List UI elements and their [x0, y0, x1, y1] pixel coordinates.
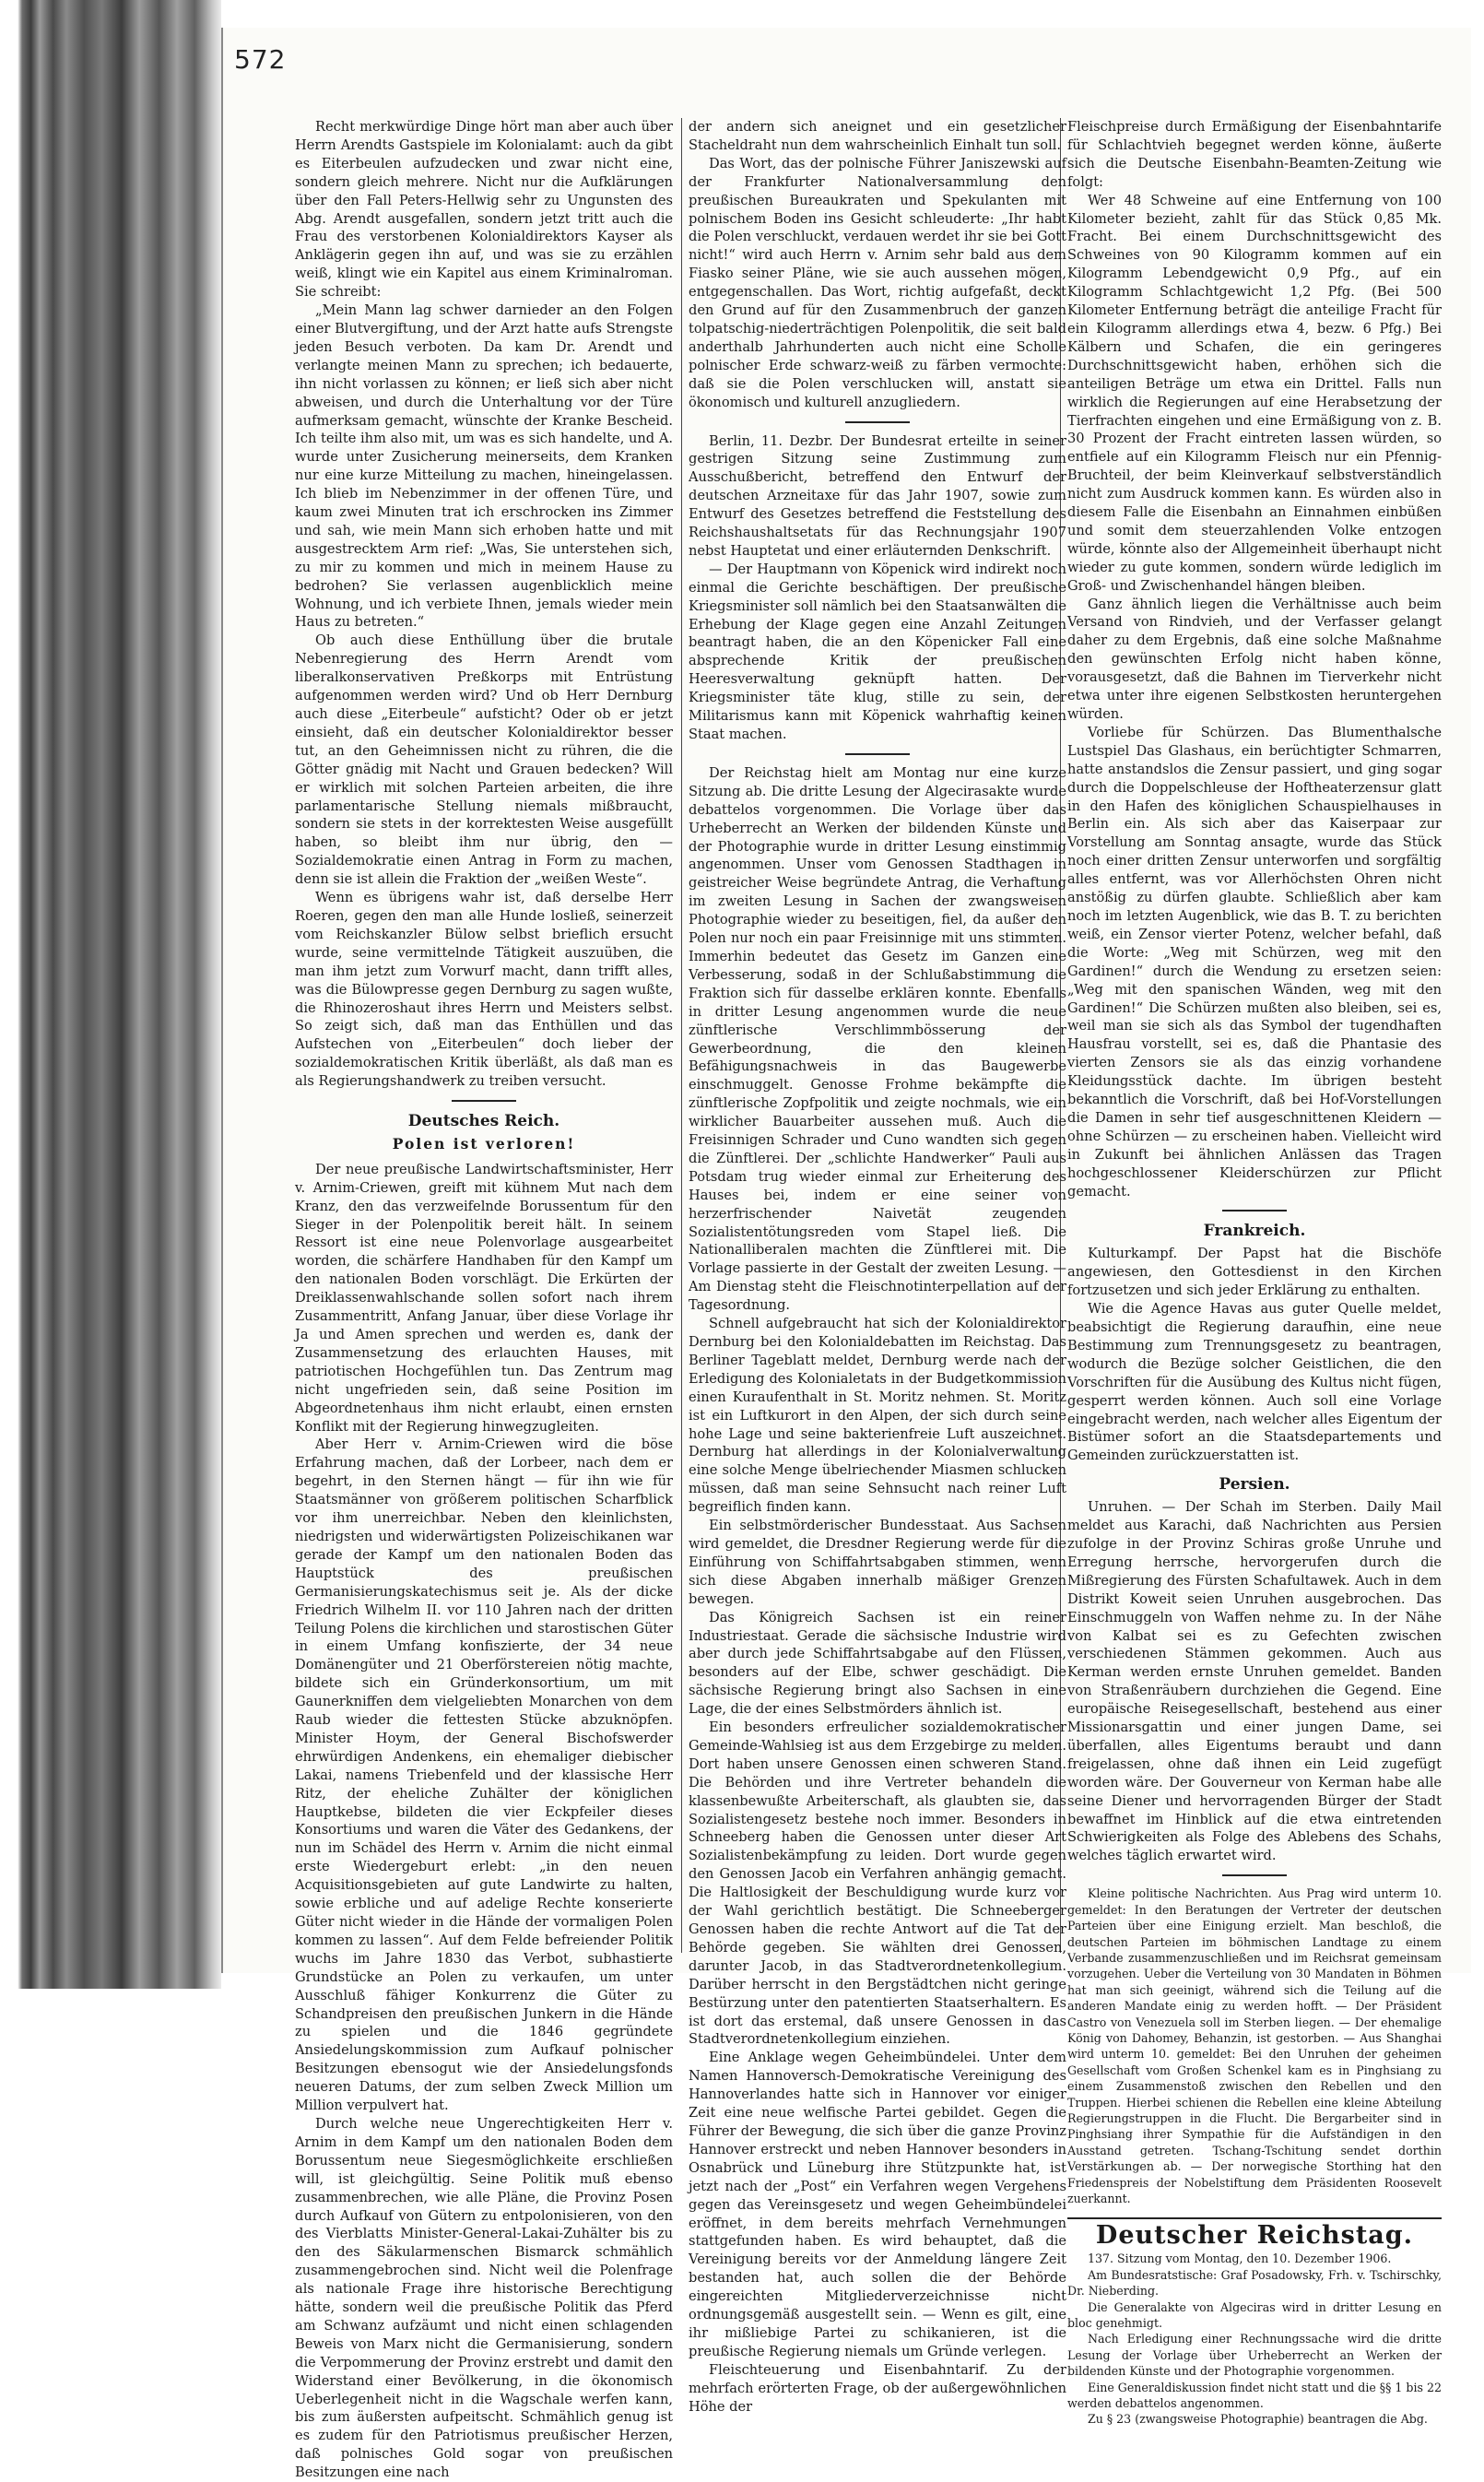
paragraph: — Der Hauptmann von Köpenick wird indirekt noch einmal die Gerichte beschäftigen. Der preußische Kriegsminister soll nämlich bei den Staatsanwälten die Erhebung der Klage gegen eine Anzahl Zeitungen beantragt haben, die an den Köpenicker Fall eine absprechende Kritik der preußischen Heeresverwaltung geknüpft hatten. Der Kriegsminister täte klug, stille zu sein, der Militarismus kann mit Köpenick wahrhaftig keinen Staat machen. [689, 561, 1066, 742]
paragraph: Am Bundesratstische: Graf Posadowsky, Frh. v. Tschirschky, Dr. Nieberding. [1067, 2267, 1442, 2299]
paragraph: Ein besonders erfreulicher sozialdemokratischer Gemeinde-Wahlsieg ist aus dem Erzgebirge zu melden. Dort haben unsere Genossen einen schweren Stand. Die Behörden und ihre Vertreter behandeln die klassenbewußte Arbeiterschaft, als glaubten sie, das Sozialistengesetz bestehe noch immer. Besonders in Schneeberg haben die Genossen unter dieser Art Sozialistenbekämpfung zu leiden. Dort wurde gegen den Genossen Jacob ein Verfahren anhängig gemacht. Die Haltlosigkeit der Beschuldigung wurde kurz vor der Wahl gerichtlich bestätigt. Die Schneeberger Genossen haben die rechte Antwort auf die Tat der Behörde gegeben. Sie wählten drei Genossen, darunter Jacob, in das Stadtverordnetenkollegium. Darüber herrscht in den Bergstädtchen nicht geringe Bestürzung unter den patentierten Staatserhaltern. Es ist dort das erstemal, daß unsere Genossen in das Stadtverordnetenkollegium einziehen. [689, 1720, 1066, 2048]
paragraph: Zu § 23 (zwangsweise Photographie) beantragen die Abg. [1088, 2412, 1428, 2427]
paragraph: Kleine politische Nachrichten. Aus Prag wird unterm 10. gemeldet: In den Beratungen der Vertreter der deutschen Parteien über eine Einigung erzielt. Man beschloß, die deutschen Parteien im böhmischen Landtage zu einem Verbande zusammenzuschließen und im Reichsrat gemeinsam vorzugehen. Ueber die Verteilung von 30 Mandaten in Böhmen hat man sich geeinigt, während sich die Teilung auf die anderen Mandate einig zu werden hofft. — Der Präsident Castro von Venezuela soll im Sterben liegen. — Der ehemalige König von Dahomey, Behanzin, ist gestorben. — Aus Shanghai wird unterm 10. gemeldet: Bei den Unruhen der geheimen Gesellschaft vom Großen Schenkel kam es in Pinghsiang zu einem Zusammenstoß zwischen den Rebellen und den Truppen. Hierbei schienen die Rebellen eine kleine Abteilung Regierungstruppen in die Flucht. Die Bergarbeiter sind in Pinghsiang ihrer Sympathie für die Aufständigen in den Ausstand getreten. Tschang-Tschitung sendet dorthin Verstärkungen ab. — Der norwegische Storthing hat den Friedenspreis der Nobelstiftung dem Präsidenten Roosevelt zuerkannt. [1067, 1886, 1442, 2205]
section-heading: Deutscher Reichstag. [1095, 2221, 1414, 2251]
paragraph: Fleischteuerung und Eisenbahntarif. Zu der mehrfach erörterten Frage, ob der außergewöhnlichen Höhe der [689, 2361, 1066, 2415]
paragraph: Vorliebe für Schürzen. Das Blumenthalsche Lustspiel Das Glashaus, ein berüchtigter Schmarren, hatte anstandslos die Zensur passiert, und ging sogar durch die Doppelschleuse der Hoftheaterzensur glatt in den Hafen des königlichen Schauspielhauses in Berlin ein. Als sich aber das Kaiserpaar zur Vorstellung am Sonntag ansagte, wurde das Stück noch einer dritten Zensur unterworfen und sorgfältig alles entfernt, was vor Allerhöchsten Ohren nicht anstößig zu dürfen glaubte. Schließlich aber kam noch im letzten Augenblick, wie das B. T. zu berichten weiß, ein Zensor vierter Potenz, welcher befahl, daß die Worte: „Weg mit Schürzen, weg mit den Gardinen!“ durch die Wendung zu ersetzen seien: „Weg mit den spanischen Wänden, weg mit den Gardinen!“ Die Schürzen mußten also bleiben, sei es, weil man sie sich als das Symbol der tugendhaften Hausfrau vorstellt, sei es, daß die Phantasie des vierten Zensors sie als das einzig vorhandene Kleidungsstück dachte. Im übrigen besteht bekanntlich die Vorschrift, daß bei Hof-Vorstellungen die Damen in sehr tief ausgeschnittenen Kleidern — ohne Schürzen — zu erscheinen haben. Vielleicht wird in Zukunft bei ähnlichen Anlässen das Tragen hochgeschlossener Kleiderschürzen zur Pflicht gemacht. [1067, 724, 1442, 1200]
paragraph: Nach Erledigung einer Rechnungssache wird die dritte Lesung der Vorlage über Urheberrecht an Werken der bildenden Künste und der Photographie vorgenommen. [1067, 2332, 1442, 2379]
section-heading: Deutsches Reich. [407, 1112, 560, 1131]
paragraph: 137. Sitzung vom Montag, den 10. Dezember 1906. [1088, 2252, 1392, 2266]
page-number: 572 [234, 44, 287, 75]
separator-rule [845, 753, 910, 755]
paragraph: Eine Anklage wegen Geheimbündelei. Unter dem Namen Hannoversch-Demokratische Vereinigung des Hannoverlandes hatte sich in Hannover vor einiger Zeit eine neue welfische Partei gebildet. Gegen die Führer der Bewegung, die sich über die ganze Provinz Hannover erstreckt und neben Hannover besonders in Osnabrück und Lüneburg ihre Stützpunkte hat, ist jetzt nach der „Post“ ein Verfahren wegen Vergehens gegen das Vereinsgesetz und wegen Geheimbündelei eröffnet, in dem bereits mehrfach Vernehmungen stattgefunden haben. Es wird behauptet, daß die Vereinigung bereits vor der Anmeldung längere Zeit bestanden hat, auch sollen die der Behörde eingereichten Mitgliederverzeichnisse nicht ordnungsgemäß ausgestellt sein. — Wenn es gilt, eine ihr mißliebige Partei zu schikanieren, ist die preußische Regierung niemals um Gründe verlegen. [689, 2050, 1066, 2359]
separator-rule [1222, 1210, 1287, 1211]
column-3 [1067, 118, 1442, 2428]
separator-rule [452, 1100, 516, 1102]
paragraph: Wie die Agence Havas aus guter Quelle meldet, beabsichtigt die Regierung daraufhin, eine neue Bestimmung zum Trennungsgesetz zu beantragen, wodurch die Bezüge solcher Geistlichen, die den Vorschriften für die Ausübung des Kultus nicht fügen, gesperrt werden können. Auch soll eine Vorlage eingebracht werden, nach welcher alles Eigentum der Bistümer sofort an die Staatsdepartements und Gemeinden zurückzuerstatten ist. [1067, 1301, 1442, 1464]
paragraph: Kulturkampf. Der Papst hat die Bischöfe angewiesen, den Gottesdienst in den Kirchen fortzusetzen und sich jeder Erklärung zu enthalten. [1067, 1246, 1442, 1299]
separator-rule [1222, 1874, 1287, 1876]
paragraph: Ein selbstmörderischer Bundesstaat. Aus Sachsen wird gemeldet, die Dresdner Regierung werde für die Einführung von Schiffahrtsabgaben stimmen, wenn sich diese Abgaben innerhalb mäßiger Grenzen bewegen. [689, 1518, 1066, 1607]
separator-rule [845, 421, 910, 423]
paragraph: Das Wort, das der polnische Führer Janiszewski auf der Frankfurter Nationalversammlung den preußischen Bureaukraten und Spekulanten mit polnischem Boden ins Gesicht schleuderte: „Ihr habt die Polen verschluckt, verdauen werdet ihr sie bei Gott nicht!“ wird auch Herrn v. Arnim sehr bald aus dem Fiasko seiner Pläne, wie sie auch aussehen mögen, entgegenschallen. Das Wort, richtig aufgefaßt, deckt den Grund auf für den Zusammenbruch der ganzen tolpatschig-niederträchtigen Polenpolitik, die seit bald anderthalb Jahrhunderten auch nicht eine Scholle polnischer Erde schwarz-weiß zu färben vermochte: daß sie die Polen verschlucken will, anstatt sie ökonomisch und kulturell anzugliedern. [689, 155, 1066, 410]
paragraph: Durch welche neue Ungerechtigkeiten Herr v. Arnim in dem Kampf um den nationalen Boden dem Borussentum neue Siegesmöglichkeite erschließen will, ist gleichgültig. Seine Politik muß ebenso zusammenbrechen, wie alle Pläne, die Provinz Posen durch Aufkauf von Gütern zu entpolonisieren, von den des Vierblatts Minister-General-Lakai-Zuhälter bis zu den des Säkularmenschen Bismarck schmählich zusammengebrochen sind. Nicht weil die Polenfrage als nationale Frage ihre historische Berechtigung hätte, sondern weil die preußische Politik das Pferd am Schwanz aufzäumt und nicht einen schlagenden Beweis von Marx nicht die Germanisierung, sondern die Verpommerung der Provinz erstrebt und damit den Widerstand einer Bevölkerung, in die ökonomisch Ueberlegenheit nicht in die Wagschale werfen kann, bis zum äußersten aufpeitscht. Schmählich genug ist es zudem für den Patriotismus preußischer Herzen, daß polnisches Gold sogar von preußischen Besitzungen eine nach [295, 2115, 673, 2481]
paragraph: Wer 48 Schweine auf eine Entfernung von 100 Kilometer bezieht, zahlt für das Stück 0,85 Mk. Fracht. Bei einem Durchschnittsgewicht des Schweines von 90 Kilogramm kommen auf ein Kilogramm Lebendgewicht 0,9 Pfg., auf ein Kilogramm Schlachtgewicht 1,2 Pfg. (Bei 500 Kilometer Entfernung beträgt die anteilige Fracht für ein Kilogramm allerdings etwa 4, bezw. 6 Pfg.) Bei Kälbern und Schafen, die ein geringeres Durchschnittsgewicht haben, erhöhen sich die anteiligen Beträge um etwa ein Drittel. Falls nun wirklich die Regierungen auf eine Herabsetzung der Tierfrachten eingehen und eine Ermäßigung von z. B. 30 Prozent der Fracht eintreten lassen würden, so entfiele auf ein Kilogramm Fleisch nur ein Pfennig-Bruchteil, der beim Kleinverkauf selbstverständlich nicht zum Ausdruck kommen kann. Es würden also in diesem Falle die Eisenbahn an Einnahmen einbüßen und somit dem steuerzahlenden Volke entzogen würde, könnte also der Allgemeinheit überhaupt nicht wieder zu gute kommen, sondern würde lediglich im Groß- und Zwischenhandel hängen bleiben. [1067, 192, 1442, 594]
paragraph: Fleischpreise durch Ermäßigung der Eisenbahntarife für Schlachtvieh begegnet werden könne, äußerte sich die Deutsche Eisenbahn-Beamten-Zeitung wie folgt: [1067, 119, 1442, 190]
column-2 [689, 118, 1066, 2416]
paragraph: Der Reichstag hielt am Montag nur eine kurze Sitzung ab. Die dritte Lesung der Algecirasakte wurde debattelos vorgenommen. Die Vorlage über das Urheberrecht an Werken der bildenden Künste und der Photographie wurde in dritter Lesung einstimmig angenommen. Unser vom Genossen Stadthagen in geistreicher Weise begründete Antrag, die Verhaftung im zweiten Lesung in Sachen der zwangsweisen Photographie wieder zu beseitigen, fiel, da außer den Polen nur noch ein paar Freisinnige mit uns stimmten. Immerhin bedeutet das Gesetz im Ganzen eine Verbesserung, sodaß in der Schlußabstimmung die Fraktion sich für dasselbe erklären konnte. Ebenfalls in dritter Lesung angenommen wurde die neue zünftlerische Verschlimmbösserung der Gewerbeordnung, die den kleinen Befähigungsnachweis in das Baugewerbe einschmuggelt. Genosse Frohme bekämpfte die zünftlerische Zopfpolitik und zeigte nochmals, wie ein wirklicher Bauarbeiter aussehen muß. Auch die Freisinnigen Schrader und Cuno wandten sich gegen die Zünftlerei. Der „schlichte Handwerker“ Pauli aus Potsdam trug wieder einmal zur Erheiterung des Hauses bei, indem er eine seiner von herzerfrischender Naivetät zeugenden Sozialistentötungsreden vom Stapel ließ. Die Nationalliberalen machten die Zünftlerei mit. Die Vorlage passierte in der Gestalt der zweiten Lesung. — Am Dienstag steht die Fleischnotinterpellation auf der Tagesordnung. [689, 764, 1066, 1314]
paragraph: der andern sich aneignet und ein gesetzlicher Stacheldraht nun dem wahrscheinlich Einhalt tun soll. [689, 119, 1066, 153]
column-1 [295, 118, 673, 2482]
separator-rule [1067, 2217, 1442, 2219]
paragraph: Ob auch diese Enthüllung über die brutale Nebenregierung des Herrn Arendt vom liberalkonservativen Preßkorps mit Entrüstung aufgenommen werden wird? Und ob Herr Dernburg auch diese „Eiterbeule“ aufsticht? Oder ob er jetzt einsieht, daß ein deutscher Kolonialdirektor besser tut, an den Geheimnissen nicht zu rühren, die die Götter gnädig mit Nacht und Grauen bedecken? Will er wirklich mit solchen Parteien arbeiten, die ihre parlamentarische Stellung niemals mißbraucht, sondern sie stets in der korrektesten Weise ausgefüllt haben, so bleibt ihm nur übrig, den — Sozialdemokratie einen Antrag in Form zu machen, denn sie ist allein die Fraktion der „weißen Weste“. [295, 632, 673, 888]
paragraph: Die Generalakte von Algeciras wird in dritter Lesung en bloc genehmigt. [1067, 2299, 1442, 2330]
paragraph: Das Königreich Sachsen ist ein reiner Industriestaat. Gerade die sächsische Industrie wird aber durch jede Schiffahrtsabgabe auf den Flüssen, besonders auf der Elbe, schwer geschädigt. Die sächsische Regierung bringt also Sachsen in eine Lage, die der eines Selbstmörders ähnlich ist. [689, 1609, 1066, 1718]
section-heading: Frankreich. [1203, 1222, 1306, 1241]
article-heading: Polen ist verloren! [392, 1134, 576, 1152]
column-rule [681, 118, 682, 1953]
paragraph: Berlin, 11. Dezbr. Der Bundesrat erteilte in seiner gestrigen Sitzung seine Zustimmung zum Ausschußbericht, betreffend den Entwurf der deutschen Arzneitaxe für das Jahr 1907, sowie zum Entwurf des Gesetzes betreffend die Feststellung des Reichshaushaltsetats für das Rechnungsjahr 1907 nebst Hauptetat und einer erläuternden Denkschrift. [689, 432, 1066, 559]
section-heading: Persien. [1219, 1475, 1290, 1495]
paragraph: Schnell aufgebraucht hat sich der Kolonialdirektor Dernburg bei den Kolonialdebatten im Reichstag. Das Berliner Tageblatt meldet, Dernburg werde nach der Erledigung des Kolonialetats in der Budgetkommission einen Kuraufenthalt in St. Moritz nehmen. St. Moritz ist ein Luftkurort in den Alpen, der sich durch seine hohe Lage und seine bakterienfreie Luft auszeichnet. Dernburg hat allerdings in der Kolonialverwaltung eine solche Menge übelriechender Miasmen schlucken müssen, daß man seine Sehnsucht nach reiner Luft begreiflich finden kann. [689, 1316, 1066, 1516]
paragraph: Recht merkwürdige Dinge hört man aber auch über Herrn Arendts Gastspiele im Kolonialamt: auch da gibt es Eiterbeulen aufzudecken und zwar nicht eine, sondern gleich mehrere. Nicht nur die Aufklärungen über den Fall Peters-Hellwig sehr zu Ungunsten des Abg. Arendt ausgefallen, sondern jetzt tritt auch die Frau des verstorbenen Kolonialdirektors Kayser als Anklägerin gegen ihn auf, und was sie zu erzählen weiß, klingt wie ein Kapitel aus einem Kriminalroman. Sie schreibt: [295, 119, 673, 301]
newspaper-page [221, 28, 1471, 2481]
paragraph: Aber Herr v. Arnim-Criewen wird die böse Erfahrung machen, daß der Lorbeer, nach dem er begehrt, in den Sternen hängt — für ihn wie für Staatsmänner von größerem politischen Scharfblick vor ihm unerreichbar. Neben den kleinlichsten, niedrigsten und widerwärtigsten Polizeischikanen war gerade der Kampf um den nationalen Boden das Hauptstück des preußischen Germanisierungskatechismus seit je. Als der dicke Friedrich Wilhelm II. vor 110 Jahren nach der dritten Teilung Polens die kirchlichen und starostischen Güter in einem Umfang konfiszierte, der 34 neue Domänengüter und 21 Oberförstereien nötig machte, bildete sich ein Gründerkonsortium, um mit Gaunerkniffen dem vielgeliebten Monarchen von dem Raub wieder die fettesten Stücke abzuknöpfen. Minister Hoym, der General Bischofswerder ehrwürdigen Andenkens, ein ehemaliger diebischer Lakai, namens Triebenfeld und der klassische Herr Ritz, der eheliche Zuhälter der königlichen Hauptkebse, bildeten die vier Eckpfeiler dieses Konsortiums und waren die Väter des Gedankens, der nun im Schädel des Herrn v. Arnim die nicht einmal erste Wiedergeburt erlebt: „in den neuen Acquisitionsgebieten auf gute Landwirte zu halten, sowie erbliche und auf adelige Rechte konserierte Güter nicht wieder in die Hände der vormaligen Polen kommen zu lassen“. Auf dem Felde befreiender Politik wuchs im Jahre 1830 das Verbot, subhastierte Grundstücke an Polen zu verkaufen, um unter Ausschluß fähiger Konkurrenz die Güter zu Schandpreisen den preußischen Junkern in die Hände zu spielen und die 1846 gegründete Ansiedelungskommission zum Aufkauf polnischer Besitzungen ebensogut wie der Ansiedelungsfonds neueren Datums, der zum selben Zweck Million um Million verpulvert hat. [295, 1436, 673, 2114]
paragraph: „Mein Mann lag schwer darnieder an den Folgen einer Blutvergiftung, und der Arzt hatte aufs Strengste jeden Besuch verboten. Da kam Dr. Arendt und verlangte meinen Mann zu sprechen; ich bedauerte, ihn nicht vorlassen zu können; er ließ sich aber nicht abweisen, und durch die Unterhaltung vor der Türe aufmerksam gemacht, wünschte der Kranke Bescheid. Ich teilte ihm also mit, um was es sich handelte, und A. wurde unter Zusicherung meinerseits, dem Kranken nur eine kurze Mitteilung zu machen, hineingelassen. Ich blieb im Nebenzimmer in der offenen Türe, und kaum zwei Minuten trat ich erschrocken ins Zimmer und sah, wie mein Mann sich erhoben hatte und mit ausgestrecktem Arm rief: „Was, Sie unterstehen sich, zu mir zu kommen und mich in meinem Hause zu bedrohen? Sie verlassen augenblicklich meine Wohnung, und ich verbiete Ihnen, jemals wieder mein Haus zu betreten.“ [295, 302, 673, 631]
paragraph: Eine Generaldiskussion findet nicht statt und die §§ 1 bis 22 werden debattelos angenommen. [1067, 2380, 1443, 2410]
book-binding-edge [0, 0, 221, 1989]
paragraph: Der neue preußische Landwirtschaftsminister, Herr v. Arnim-Criewen, greift mit kühnem Mut nach dem Kranz, den das verzweifelnde Borussentum für den Sieger in der Polenpolitik bereit hält. In seinem Ressort ist eine neue Polenvorlage ausgearbeitet worden, die schärfere Handhaben für den Kampf um den nationalen Boden vorschlägt. Die Erkürten der Dreiklassenwahlschande sollen sofort nach ihrem Zusammentritt, Anfang Januar, über diese Vorlage ihr Ja und Amen sprechen und werden es, dank der Zusammensetzung des erlauchten Hauses, mit patriotischen Hochgefühlen tun. Das Zentrum mag nicht ungefrieden sein, daß seine Position im Abgeordnetenhaus ihm nicht erlaubt, einen ernsten Konflikt mit der Regierung hinwegzugleiten. [295, 1161, 673, 1435]
paragraph: Wenn es übrigens wahr ist, daß derselbe Herr Roeren, gegen den man alle Hunde losließ, seinerzeit vom Reichskanzler Bülow selbst brieflich ersucht wurde, seine vermittelnde Tätigkeit auszuüben, die man ihm jetzt zum Vorwurf macht, dann trifft alles, was die Bülowpresse gegen Dernburg zu sagen wußte, die Rhinozeroshaut ihres Herrn und Meisters selbst. So zeigt sich, daß man das Enthüllen und das Aufstechen von „Eiterbeulen“ doch lieber der sozialdemokratischen Kritik überläßt, als daß man es als Regierungshandwerk zu treiben versucht. [295, 890, 673, 1090]
paragraph: Unruhen. — Der Schah im Sterben. Daily Mail meldet aus Karachi, daß Nachrichten aus Persien zufolge in der Provinz Schiras große Unruhe und Erregung herrsche, hervorgerufen durch die Mißregierung des Fürsten Schafultawek. Auch in dem Distrikt Koweit seien Unruhen ausgebrochen. Das Einschmuggeln von Waffen nehme zu. In der Nähe von Kalbat sei es zu Gefechten zwischen verschiedenen Stämmen gekommen. Auch aus Kerman werden ernste Unruhen gemeldet. Banden von Straßenräubern durchziehen die Gegend. Eine europäische Reisegesellschaft, bestehend aus einer Missionarsgattin und einer jungen Dame, sei überfallen, alles Eigentums beraubt und dann freigelassen, ohne daß ihnen ein Leid zugefügt worden wäre. Der Gouverneur von Kerman habe alle seine Diener und hervorragenden Bürger der Stadt bewaffnet im Hinblick auf die etwa eintretenden Schwierigkeiten als Folge des Ablebens des Schahs, welches täglich erwartet wird. [1067, 1499, 1442, 1864]
paragraph: Ganz ähnlich liegen die Verhältnisse auch beim Versand von Rindvieh, und der Verfasser gelangt daher zu dem Ergebnis, daß eine solche Maßnahme den gewünschten Erfolg nicht haben könne, vorausgesetzt, daß die Bahnen im Tierverkehr nicht etwa unter ihre eigenen Selbstkosten heruntergehen würden. [1067, 596, 1442, 722]
